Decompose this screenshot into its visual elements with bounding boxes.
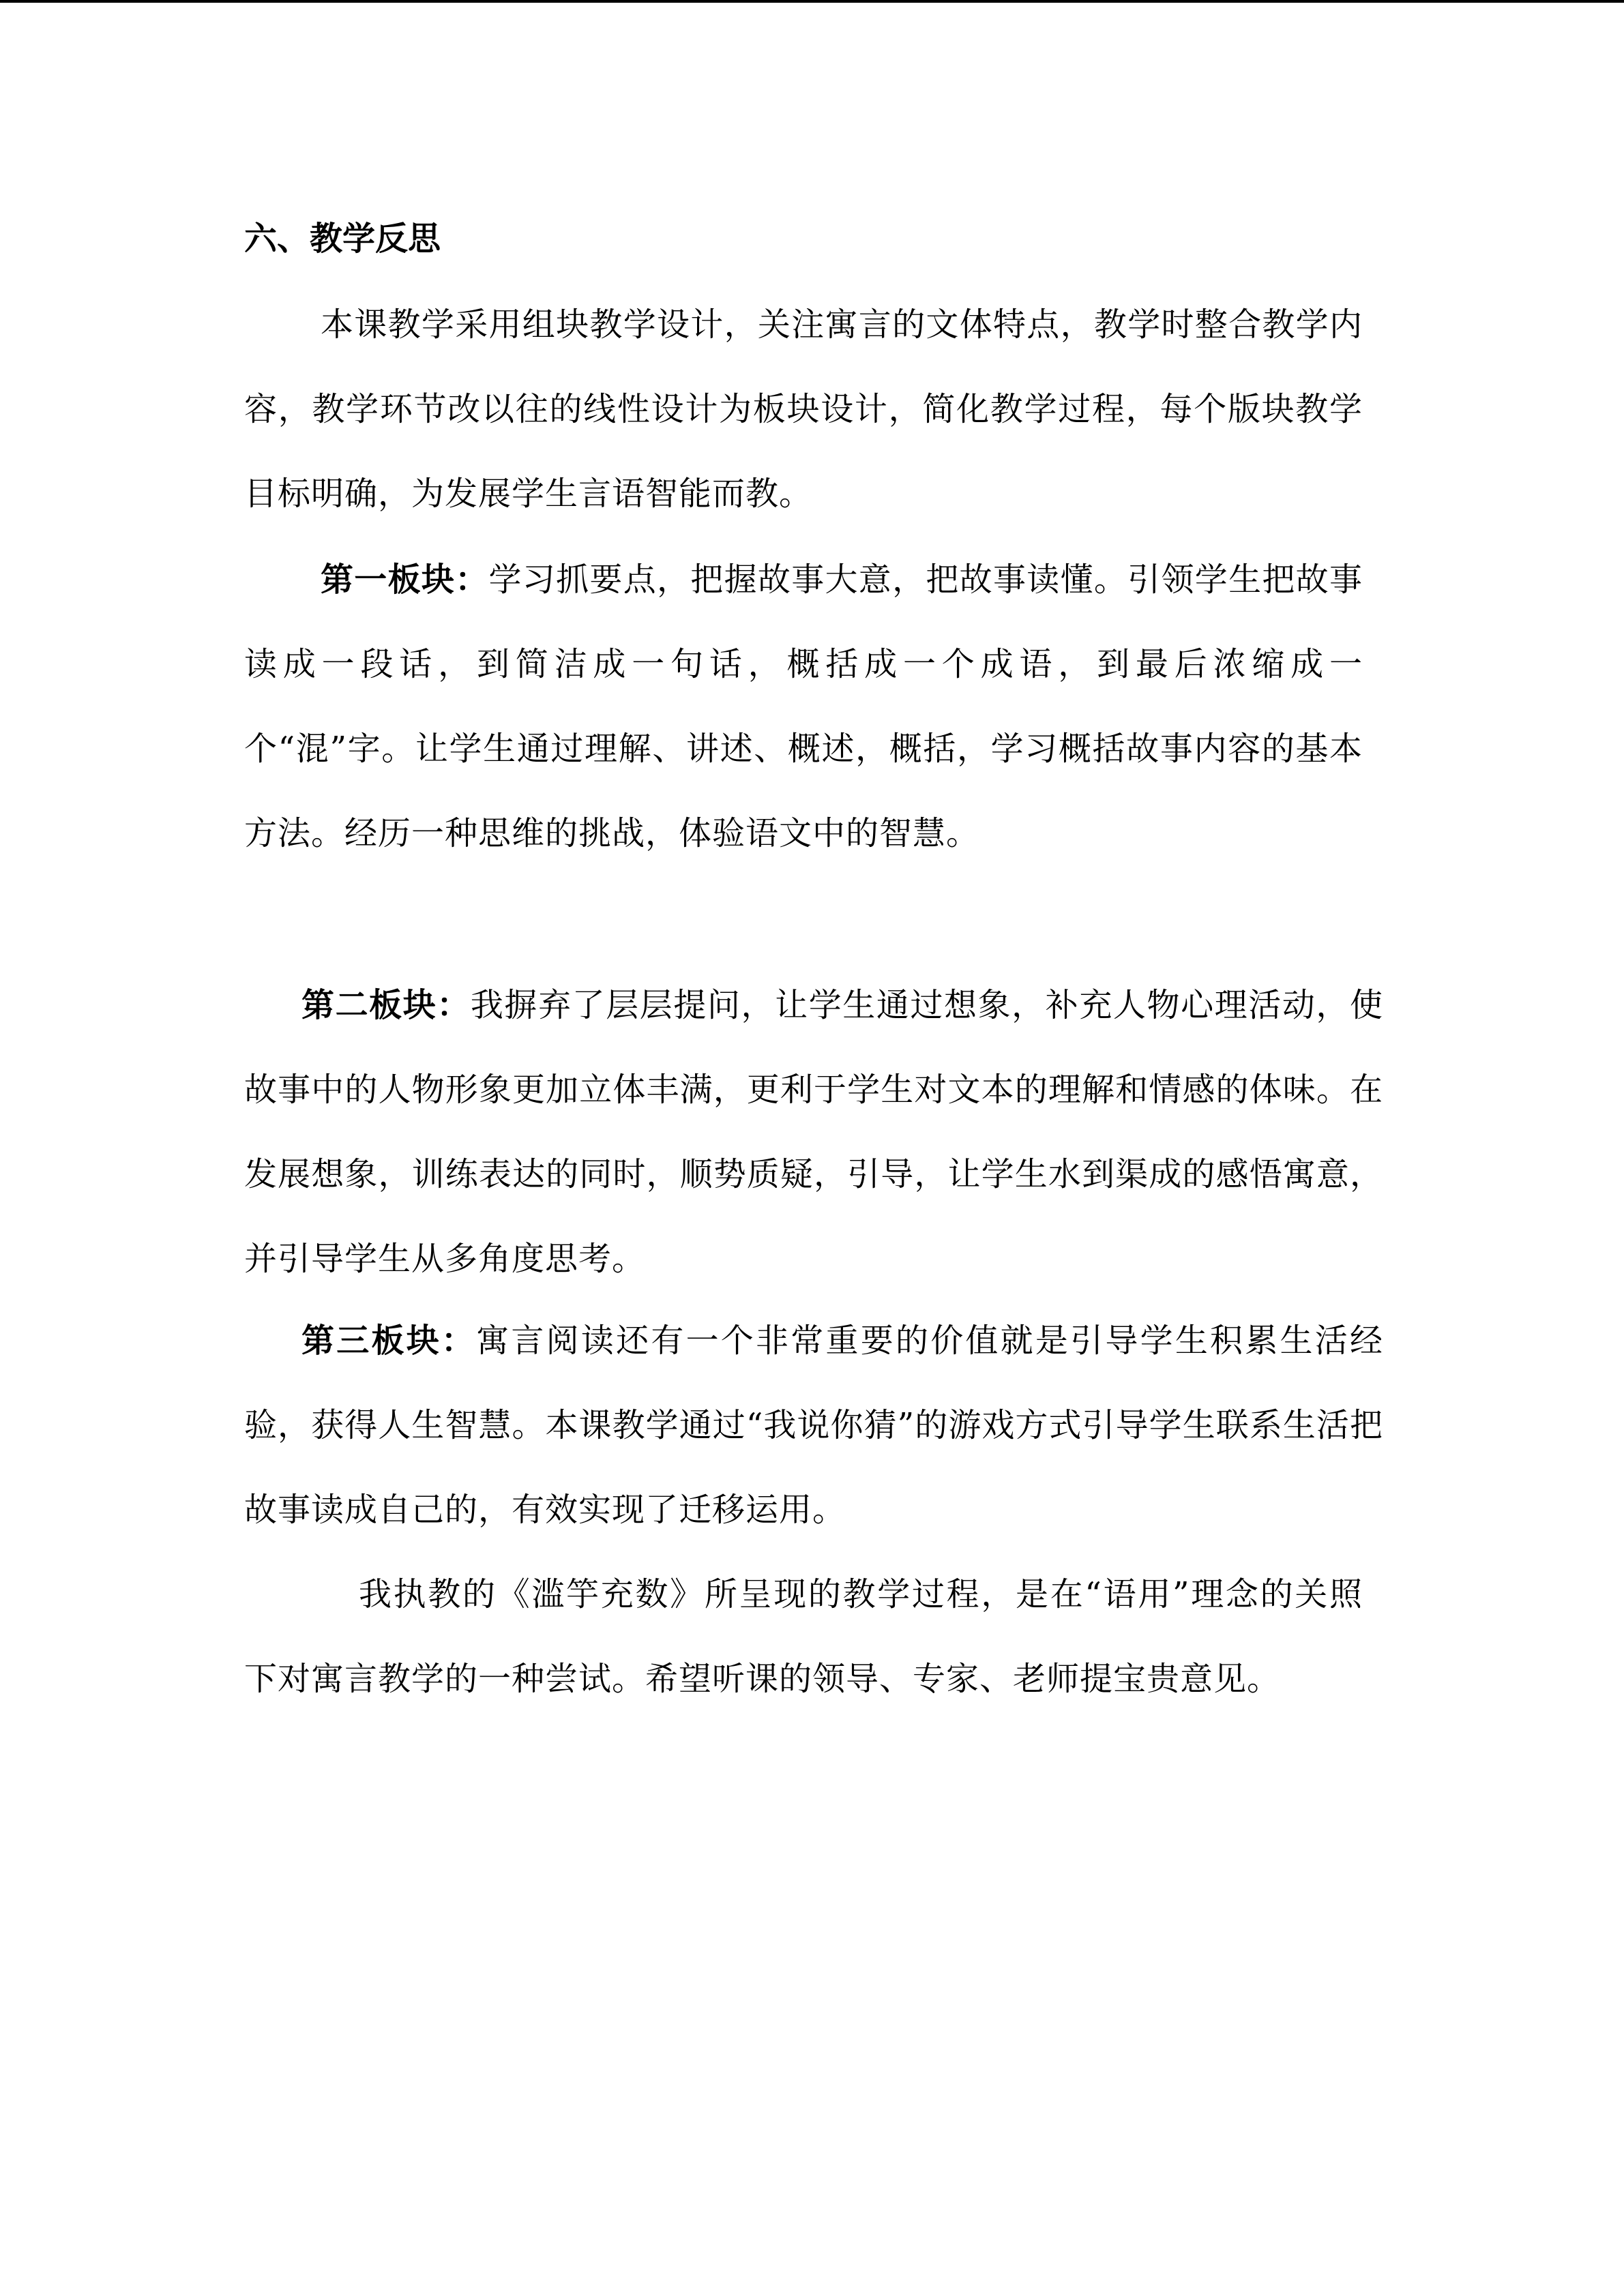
paragraph-text: 寓言阅读还有一个非常重要的价值就是引导学生积累生活经验，获得人生智慧。本课教学通过“我说你猜”的游戏方式引导学生联系生活把故事读成自己的，有效实现了迁移运用。 — [244, 1322, 1383, 1529]
paragraph-intro — [244, 282, 1363, 536]
block-label: 第一板块： — [321, 561, 489, 599]
paragraph-conclusion — [244, 1552, 1363, 1721]
paragraph-block-two — [244, 963, 1383, 1301]
block-label: 第三板块： — [301, 1322, 477, 1360]
paragraph-text: 我执教的《滥竽充数》所呈现的教学过程，是在“语用”理念的关照下对寓言教学的一种尝试。希望听课的领导、专家、老师提宝贵意见。 — [244, 1575, 1363, 1698]
section-heading: 六、教学反思 — [244, 220, 441, 258]
page-top-border — [0, 0, 1624, 3]
paragraph-text: 我摒弃了层层提问，让学生通过想象，补充人物心理活动，使故事中的人物形象更加立体丰满，更利于学生对文本的理解和情感的体味。在发展想象，训练表达的同时，顺势质疑，引导，让学生水到渠成的感悟寓意，并引导学生从多角度思考。 — [244, 986, 1383, 1278]
paragraph-block-one — [244, 537, 1363, 876]
block-label: 第二板块： — [301, 986, 471, 1024]
paragraph-block-three — [244, 1298, 1383, 1552]
paragraph-text: 本课教学采用组块教学设计，关注寓言的文体特点，教学时整合教学内容，教学环节改以往的线性设计为板块设计，简化教学过程，每个版块教学目标明确，为发展学生言语智能而教。 — [244, 305, 1363, 513]
paragraph-text: 学习抓要点，把握故事大意，把故事读懂。引领学生把故事读成一段话，到简洁成一句话，概括成一个成语，到最后浓缩成一个“混”字。让学生通过理解、讲述、概述，概括，学习概括故事内容的基本方法。经历一种思维的挑战，体验语文中的智慧。 — [244, 561, 1363, 852]
